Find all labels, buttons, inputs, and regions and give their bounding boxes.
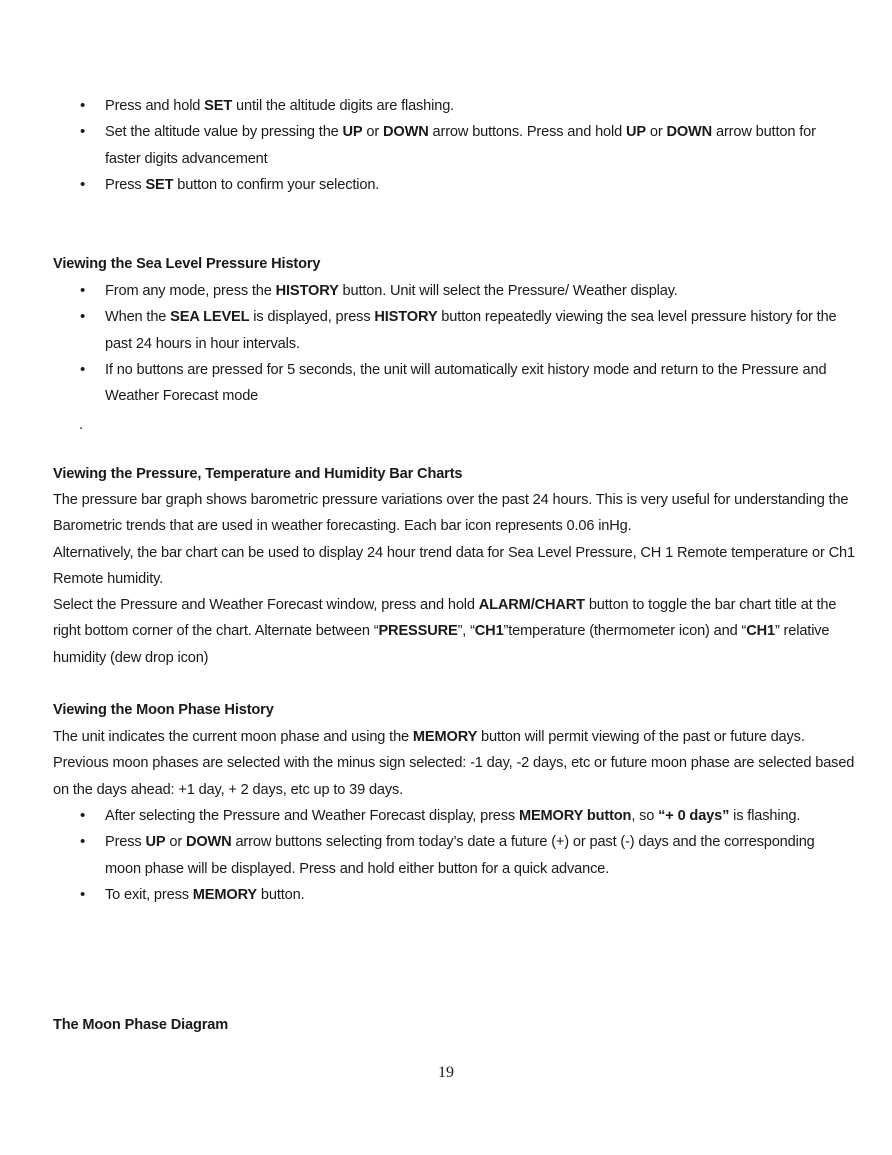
bold-term: “+ 0 days” bbox=[658, 808, 730, 824]
bold-term: SEA LEVEL bbox=[170, 309, 250, 326]
bold-term: SET bbox=[145, 176, 174, 193]
bar-charts-heading: Viewing the Pressure, Temperature and Humidity Bar Charts bbox=[53, 466, 463, 482]
bold-term: UP bbox=[625, 124, 646, 141]
moon-history-step-3: • To exit, press MEMORY button. bbox=[80, 882, 850, 908]
bold-term: MEMORY button bbox=[518, 808, 632, 824]
sea-level-step-2: • When the SEA LEVEL is displayed, press HISTORY button repeatedly viewing the sea level pressure history for the past 24 hours in hour intervals. bbox=[80, 304, 850, 357]
altitude-step-3: • Press SET button to confirm your selection. bbox=[80, 172, 850, 198]
altitude-steps-list bbox=[80, 93, 850, 198]
bold-term: DOWN bbox=[666, 124, 713, 141]
bold-term: DOWN bbox=[383, 124, 429, 141]
moon-history-paragraph: The unit indicates the current moon phase and using the MEMORY button will permit viewing of the past or future days. Previous moon phases are selected with the minus sign selected: -1 day, -2 days, etc or future moon phase are selected based on the days ahead: +1 day, + 2 days, etc up to 39 days. bbox=[53, 729, 855, 798]
bold-term: HISTORY bbox=[374, 309, 438, 326]
sea-level-list bbox=[80, 278, 850, 409]
altitude-step-1: • Press and hold SET until the altitude digits are flashing. bbox=[80, 93, 850, 119]
sea-level-heading: Viewing the Sea Level Pressure History bbox=[53, 256, 321, 272]
bold-term: PRESSURE bbox=[378, 623, 458, 640]
bold-term: CH1 bbox=[746, 623, 775, 640]
bold-term: MEMORY bbox=[412, 729, 478, 745]
moon-history-heading: Viewing the Moon Phase History bbox=[53, 702, 274, 718]
page-number: 19 bbox=[438, 1064, 454, 1081]
bold-term: UP bbox=[342, 124, 363, 141]
bold-term: ALARM/CHART bbox=[478, 597, 585, 614]
bold-term: CH1 bbox=[474, 623, 504, 640]
sea-level-step-3: • If no buttons are pressed for 5 seconds, the unit will automatically exit history mode and return to the Pressure and Weather Forecast mode bbox=[80, 357, 850, 410]
bold-term: UP bbox=[145, 834, 166, 851]
bar-charts-paragraph-1: The pressure bar graph shows barometric pressure variations over the past 24 hours. This is very useful for understanding the Barometric trends that are used in weather forecasting. Each bar icon represents 0.06 inHg. bbox=[53, 492, 849, 535]
altitude-step-2: • Set the altitude value by pressing the UP or DOWN arrow buttons. Press and hold UP or DOWN arrow button for faster digits advancement bbox=[80, 119, 850, 172]
moon-history-step-1: • After selecting the Pressure and Weather Forecast display, press MEMORY button, so “+ 0 days” is flashing. bbox=[80, 803, 850, 829]
bar-charts-paragraph-3: Select the Pressure and Weather Forecast window, press and hold ALARM/CHART button to toggle the bar chart title at the right bottom corner of the chart. Alternate between “PRESSURE”, “CH1”temperature (thermometer icon) and “CH1” relative humidity (dew drop icon) bbox=[53, 597, 837, 666]
moon-history-list bbox=[80, 803, 850, 908]
bold-term: HISTORY bbox=[275, 283, 339, 299]
bold-term: MEMORY bbox=[192, 886, 258, 903]
moon-history-step-2: • Press UP or DOWN arrow buttons selecting from today’s date a future (+) or past (-) days and the corresponding moon phase will be displayed. Press and hold either button for a quick advance. bbox=[80, 829, 850, 882]
bold-term: DOWN bbox=[185, 834, 232, 851]
bar-charts-paragraph-2: Alternatively, the bar chart can be used to display 24 hour trend data for Sea Level Pressure, CH 1 Remote temperature or Ch1 Remote humidity. bbox=[53, 544, 855, 587]
stray-period: . bbox=[79, 417, 84, 433]
bold-term: SET bbox=[204, 98, 233, 114]
moon-diagram-heading: The Moon Phase Diagram bbox=[53, 1017, 229, 1033]
sea-level-step-1: • From any mode, press the HISTORY button. Unit will select the Pressure/ Weather display. bbox=[80, 278, 850, 304]
bar-charts-body bbox=[53, 487, 863, 671]
